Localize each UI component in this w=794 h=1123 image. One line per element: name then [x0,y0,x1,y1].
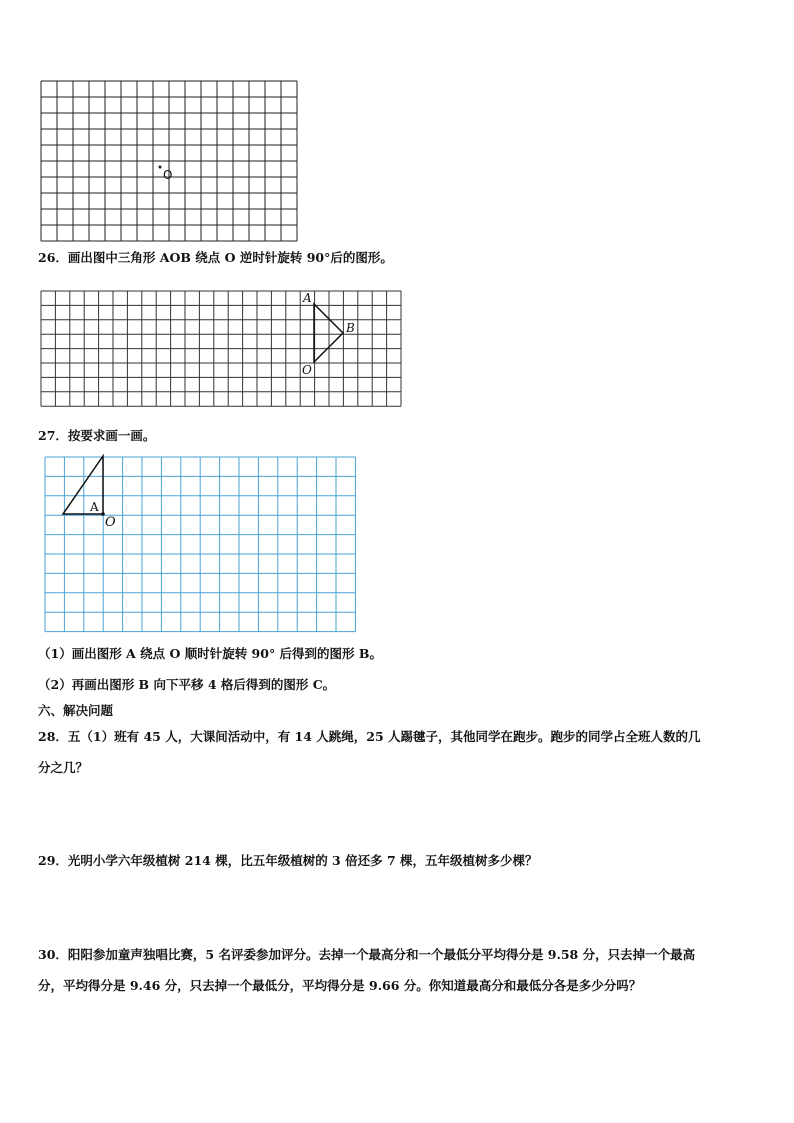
grid-3-lines [45,457,355,632]
grid-2-lines [41,291,401,406]
question-30-line-1: 30．阳阳参加童声独唱比赛，5 名评委参加评分。去掉一个最高分和一个最低分平均得分是 9.58 分，只去掉一个最高 [38,947,696,962]
section-6-heading: 六、解决问题 [38,703,114,718]
question-29-text: 29．光明小学六年级植树 214 棵，比五年级植树的 3 倍还多 7 棵，五年级植树多少棵？ [38,853,538,868]
grid-1-lines [41,81,297,241]
grid-2 [40,290,402,408]
grid-1 [40,80,300,238]
label-a: A [303,291,312,305]
question-27-sub-2: （2）再画出图形 B 向下平移 4 格后得到的图形 C。 [38,677,336,692]
question-26-text: 26．画出图中三角形 AOB 绕点 O 逆时针旋转 90°后的图形。 [38,250,393,265]
question-27-text: 27．按要求画一画。 [38,428,156,443]
label-o: O [302,363,312,377]
grid-1-point-label: O [163,168,173,182]
question-28-line-2: 分之几？ [38,760,89,775]
point-o-marker [159,166,162,169]
point-o-label: O [105,515,116,530]
grid-3 [44,456,358,632]
question-28-line-1: 28．五（1）班有 45 人，大课间活动中，有 14 人跳绳，25 人踢毽子，其他同学在跑步。跑步的同学占全班人数的几 [38,729,701,744]
question-27-sub-1: （1）画出图形 A 绕点 O 顺时针旋转 90° 后得到的图形 B。 [38,646,382,661]
label-b: B [346,321,355,335]
figure-a-label: A [90,500,99,514]
question-30-line-2: 分，平均得分是 9.46 分，只去掉一个最低分，平均得分是 9.66 分。你知道最高分和最低分各是多少分吗？ [38,978,642,993]
